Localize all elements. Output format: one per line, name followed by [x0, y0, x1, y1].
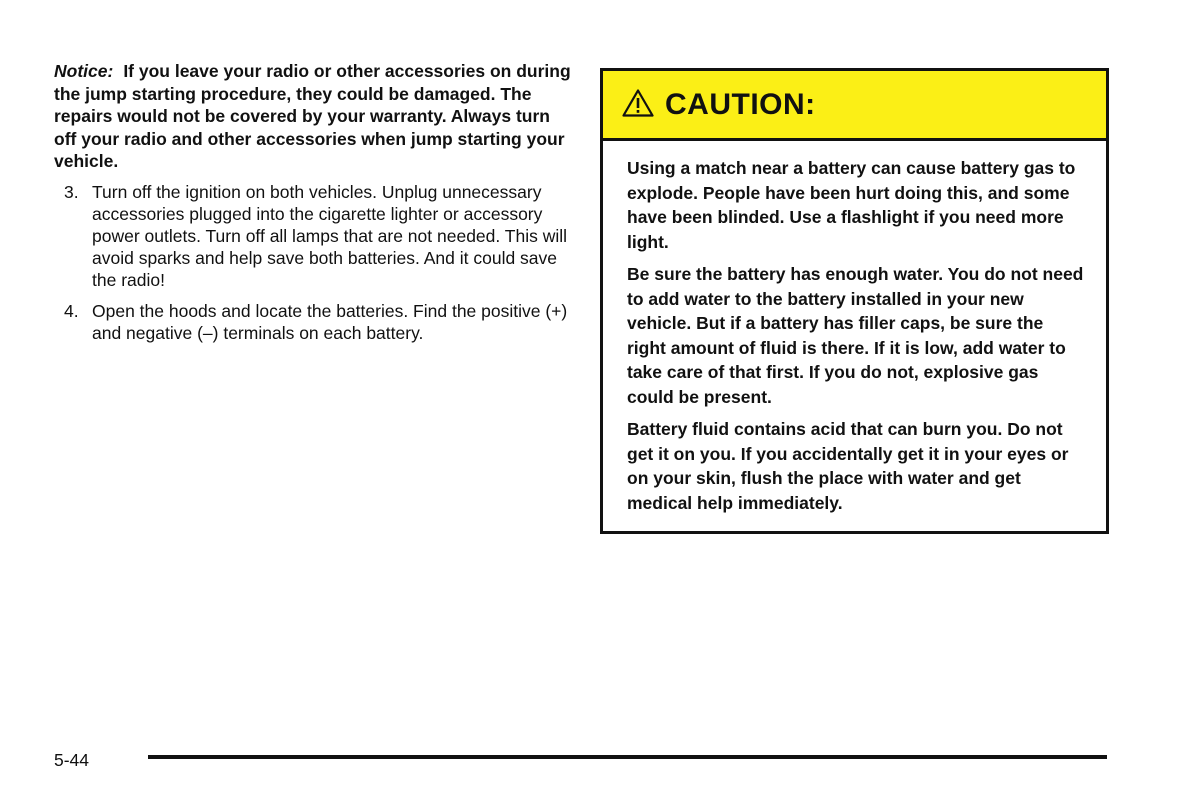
left-column [54, 60, 574, 353]
notice-text: If you leave your radio or other accessories on during the jump starting procedure, they could be damaged. The repairs would not be covered by your warranty. Always turn off your radio and other accessories when jump starting your vehicle. [54, 61, 571, 171]
caution-header [603, 71, 1106, 141]
caution-paragraph: Be sure the battery has enough water. You do not need to add water to the battery installed in your new vehicle. But if a battery has filler caps, be sure the right amount of fluid is there. If it is low, add water to take care of that first. If you do not, explosive gas could be present. [627, 264, 1084, 407]
notice-label: Notice: [54, 61, 114, 81]
step-text: Turn off the ignition on both vehicles. Unplug unnecessary accessories plugged into the cigarette lighter or accessory power outlets. Turn off all lamps that are not needed. This will avoid sparks and help save both batteries. And it could save the radio! [92, 181, 568, 290]
warning-triangle-icon [621, 88, 655, 118]
step-number: 4. [64, 300, 79, 321]
list-item [54, 300, 574, 344]
caution-body [603, 141, 1106, 515]
caution-paragraph: Using a match near a battery can cause battery gas to explode. People have been hurt doing this, and some have been blinded. Use a flashlight if you need more light. [627, 158, 1076, 252]
step-text: Open the hoods and locate the batteries. Find the positive (+) and negative (–) terminals on each battery. [92, 300, 568, 343]
caution-box [600, 68, 1109, 534]
caution-title: CAUTION: [665, 87, 816, 121]
step-number: 3. [64, 181, 79, 202]
page-number: 5-44 [54, 750, 90, 770]
notice-paragraph [54, 60, 574, 173]
footer-rule [148, 755, 1107, 759]
list-item [54, 181, 574, 291]
caution-paragraph: Battery fluid contains acid that can burn you. Do not get it on you. If you accidentally get it in your eyes or on your skin, flush the place with water and get medical help immediately. [627, 419, 1069, 513]
steps-list [54, 181, 574, 344]
